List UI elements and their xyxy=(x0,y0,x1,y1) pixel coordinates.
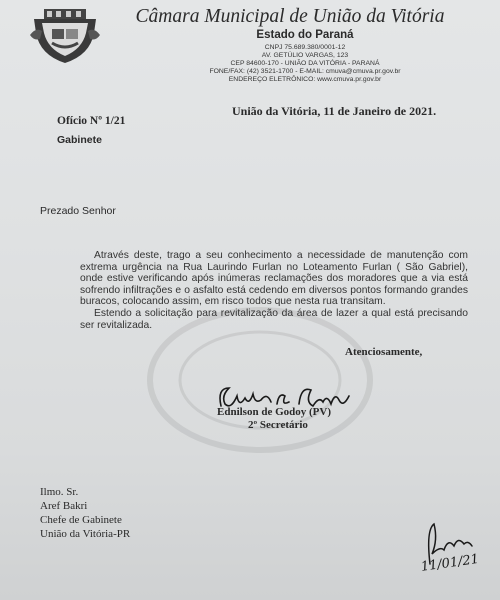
institution-title: Câmara Municipal de União da Vitória xyxy=(135,6,445,27)
recipient-position: Chefe de Gabinete xyxy=(40,514,122,526)
recipient-city: União da Vitória-PR xyxy=(40,528,131,540)
state-name: Estado do Paraná xyxy=(256,29,354,41)
salutation: Prezado Senhor xyxy=(40,205,116,217)
body-paragraph-2: Estendo a solicitação para revitalização da área de lazer a qual está precisando ser revitalizada. xyxy=(80,308,468,331)
signer-role: 2º Secretário xyxy=(248,419,308,431)
header-address: AV. GETÚLIO VARGAS, 123 xyxy=(261,52,349,59)
header-phone-email: FONE/FAX: (42) 3521-1700 - E-MAIL: cmuva@cmuva.pr.gov.br xyxy=(209,68,401,75)
signer-name: Ednilson de Godoy (PV) xyxy=(217,406,331,418)
municipal-crest-logo xyxy=(30,5,100,65)
header-website: ENDEREÇO ELETRÔNICO: www.cmuva.pr.gov.br xyxy=(228,76,382,83)
header-cnpj: CNPJ 75.689.380/0001-12 xyxy=(264,44,346,51)
recipient-name: Aref Bakri xyxy=(40,500,88,512)
place-date: União da Vitória, 11 de Janeiro de 2021. xyxy=(232,104,437,118)
letter-number: Ofício Nº 1/21 xyxy=(57,115,126,127)
received-date: 11/01/21 xyxy=(420,551,480,575)
closing: Atenciosamente, xyxy=(345,346,423,358)
header-cep: CEP 84600-170 - UNIÃO DA VITÓRIA - PARANÁ xyxy=(230,60,380,67)
recipient-title: Ilmo. Sr. xyxy=(40,486,79,498)
department: Gabinete xyxy=(57,134,102,146)
body-paragraph-1: Através deste, trago a seu conhecimento a necessidade de manutenção com extrema urgência na Rua Laurindo Furlan no Loteamento Furlan ( São Gabriel), onde estive verificando após inúmeras reclamações dos moradores que a via está sofrendo infiltrações e o asfalto está cedendo em diversos pontos formando grandes buracos, colocando assim, em risco todos que nesta rua transitam. xyxy=(80,250,468,308)
